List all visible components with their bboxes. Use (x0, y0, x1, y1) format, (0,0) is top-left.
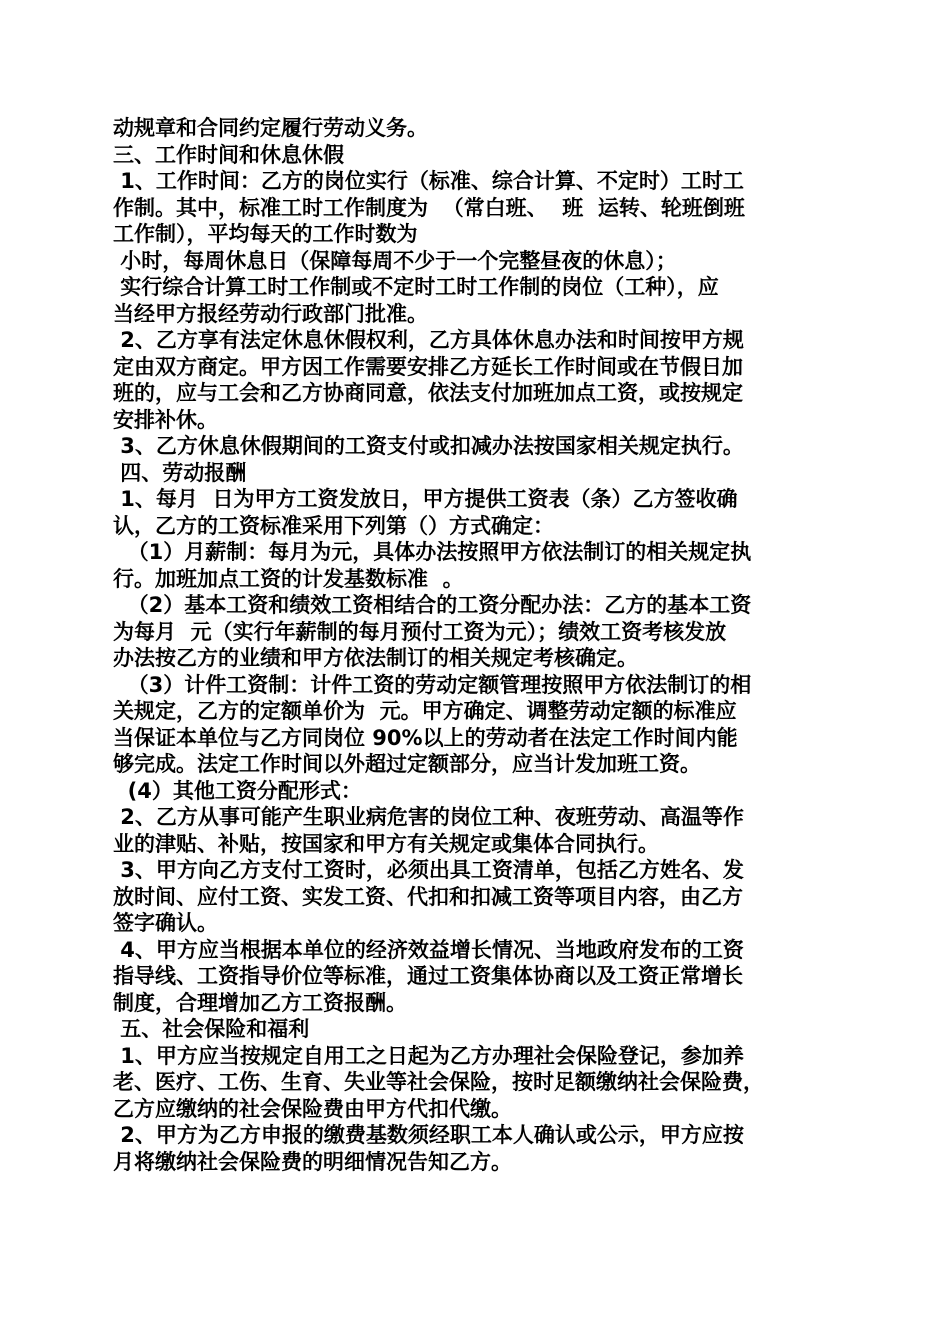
text-line: 老、医疗、工伤、生育、失业等社会保险，按时足额缴纳社会保险费， (113, 1070, 764, 1094)
text-line: （3）计件工资制：计件工资的劳动定额管理按照甲方依法制订的相 (113, 672, 752, 697)
text-line: 当保证本单位与乙方同岗位 90%以上的劳动者在法定工作时间内能 (113, 725, 738, 750)
text-line: 月将缴纳社会保险费的明细情况告知乙方。 (113, 1149, 512, 1174)
text-line: 认，乙方的工资标准采用下列第（）方式确定： (113, 513, 554, 538)
text-line: 工作制），平均每天的工作时数为 (113, 222, 418, 246)
text-line: 2、乙方从事可能产生职业病危害的岗位工种、夜班劳动、高温等作 (113, 805, 744, 829)
text-line: 签字确认。 (113, 911, 218, 935)
text-line: 关规定，乙方的定额单价为 元。甲方确定、调整劳动定额的标准应 (113, 699, 737, 723)
contract-text-body (113, 115, 853, 1175)
text-line: 行。加班加点工资的计发基数标准 。 (113, 566, 464, 591)
text-line: 3、乙方休息休假期间的工资支付或扣减办法按国家相关规定执行。 (113, 434, 744, 458)
text-line: 1、甲方应当按规定自用工之日起为乙方办理社会保险登记，参加养 (113, 1043, 744, 1068)
text-line: 作制。其中，标准工时工作制度为 （常白班、 班 运转、轮班倒班 (113, 195, 745, 220)
section-heading-remuneration: 四、劳动报酬 (113, 460, 247, 485)
text-line: 指导线、工资指导价位等标准，通过工资集体协商以及工资正常增长 (113, 964, 743, 988)
text-line: 动规章和合同约定履行劳动义务。 (113, 116, 428, 140)
text-line: 实行综合计算工时工作制或不定时工时工作制的岗位（工种），应 (113, 275, 719, 299)
text-line: 放时间、应付工资、实发工资、代扣和扣减工资等项目内容，由乙方 (113, 884, 743, 909)
text-line: 制度，合理增加乙方工资报酬。 (113, 990, 407, 1015)
section-heading-work-time: 三、工作时间和休息休假 (113, 142, 344, 167)
text-line: 1、工作时间：乙方的岗位实行（标准、综合计算、不定时）工时工 (113, 169, 744, 193)
text-line: 定由双方商定。甲方因工作需要安排乙方延长工作时间或在节假日加 (113, 354, 743, 379)
text-line: 2、甲方为乙方申报的缴费基数须经职工本人确认或公示，甲方应按 (113, 1123, 744, 1147)
text-line: 小时，每周休息日（保障每周不少于一个完整昼夜的休息）； (113, 248, 677, 273)
text-line: （1）月薪制：每月为元，具体办法按照甲方依法制订的相关规定执 (113, 540, 752, 564)
text-line: 4、甲方应当根据本单位的经济效益增长情况、当地政府发布的工资 (113, 937, 744, 962)
text-line: 业的津贴、补贴，按国家和甲方有关规定或集体合同执行。 (113, 831, 659, 856)
text-line: 安排补休。 (113, 407, 218, 432)
text-line: 办法按乙方的业绩和甲方依法制订的相关规定考核确定。 (113, 646, 638, 670)
text-line: 为每月 元（实行年薪制的每月预付工资为元）；绩效工资考核发放 (113, 619, 727, 644)
text-line: 2、乙方享有法定休息休假权利，乙方具体休息办法和时间按甲方规 (113, 328, 744, 352)
text-line: 3、甲方向乙方支付工资时，必须出具工资清单，包括乙方姓名、发 (113, 858, 744, 882)
text-line: 乙方应缴纳的社会保险费由甲方代扣代缴。 (113, 1096, 512, 1121)
text-line: （2）基本工资和绩效工资相结合的工资分配办法：乙方的基本工资 (113, 593, 752, 617)
section-heading-social-insurance: 五、社会保险和福利 (113, 1017, 310, 1041)
text-line: (4）其他工资分配形式： (113, 778, 362, 803)
text-line: 够完成。法定工作时间以外超过定额部分，应当计发加班工资。 (113, 752, 701, 776)
text-line: 当经甲方报经劳动行政部门批准。 (113, 301, 428, 326)
text-line: 班的，应与工会和乙方协商同意，依法支付加班加点工资，或按规定 (113, 381, 743, 405)
text-line: 1、每月 日为甲方工资发放日，甲方提供工资表（条）乙方签收确 (113, 487, 738, 511)
